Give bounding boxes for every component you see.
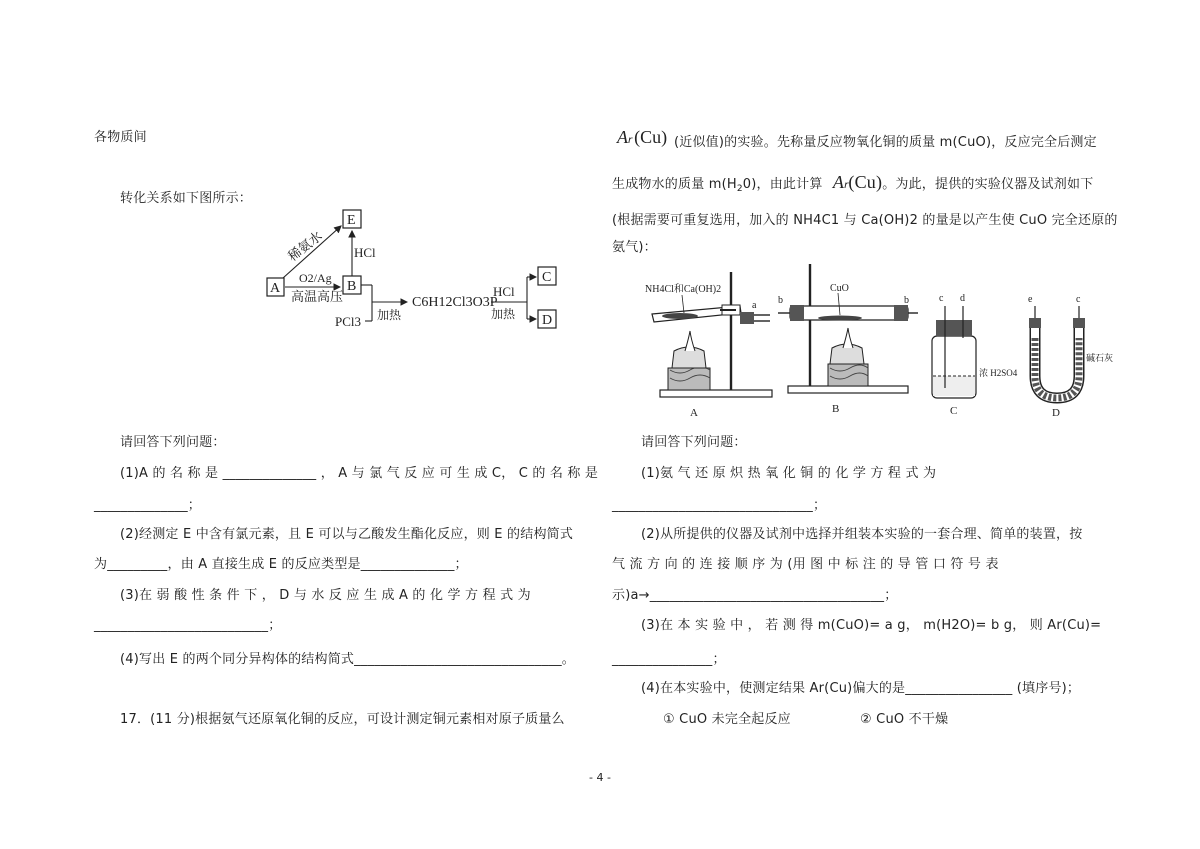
product-formula: C6H12Cl3O3P (412, 295, 498, 310)
heat1-label: 加热 (377, 308, 402, 322)
right-q1-line1: (1)氨 气 还 原 炽 热 氧 化 铜 的 化 学 方 程 式 为 (641, 466, 937, 481)
caption-C: C (950, 405, 958, 417)
hcl-right-label: HCl (493, 284, 515, 299)
option-2: ② CuO 不干燥 (860, 712, 949, 727)
tube-b2-label: b (904, 295, 909, 306)
label-B: B (347, 279, 357, 294)
apparatus-A (645, 272, 772, 419)
right-line4: 氨气)： (612, 240, 657, 255)
label-D: D (542, 313, 553, 328)
right-q2-line3: 示)a→___________________________________； (612, 588, 898, 603)
label-C: C (542, 270, 552, 285)
left-q3-line2: __________________________； (94, 618, 282, 633)
right-q2-line2: 气 流 方 向 的 连 接 顺 序 为 (用 图 中 标 注 的 导 管 口 符 号 表 (612, 557, 999, 572)
tube-c1-label: c (939, 293, 944, 304)
pcl3-label: PCl3 (335, 314, 362, 329)
right-q1-line2: ______________________________； (612, 498, 827, 513)
left-q4: (4)写出 E 的两个同分异构体的结构简式_______________________________。 (120, 652, 575, 667)
hcl-up-label: HCl (354, 245, 376, 260)
tube-c2-label: c (1076, 294, 1081, 305)
apparatus-B (778, 264, 918, 415)
cuo-label: CuO (830, 283, 849, 294)
left-q3-line1: (3)在 弱 酸 性 条 件 下 ， D 与 水 反 应 生 成 A 的 化 学 方 程 式 为 (120, 588, 531, 603)
left-q2-line2: 为_________，由 A 直接生成 E 的反应类型是______________； (94, 557, 468, 572)
left-q2-line1: (2)经测定 E 中含有氯元素，且 E 可以与乙酸发生酯化反应，则 E 的结构简式 (120, 527, 574, 542)
left-prompt: 请回答下列问题： (120, 435, 226, 450)
question-17: 17．(11 分)根据氨气还原氧化铜的反应，可设计测定铜元素相对原子质量么 (120, 712, 565, 727)
reagent-A-label: NH4Cl和Ca(OH)2 (645, 284, 722, 295)
caption-D: D (1052, 407, 1060, 419)
apparatus-figure (640, 258, 1114, 420)
left-q1-line1: (1)A 的 名 称 是 ______________ ， A 与 氯 气 反 应 可 生 成 C， C 的 名 称 是 (120, 466, 599, 481)
right-prompt: 请回答下列问题： (641, 435, 747, 450)
right-line1: (近似值)的实验。先称量反应物氧化铜的质量 m(CuO)，反应完全后测定 (674, 135, 1097, 150)
dilute-ammonia-label: 稀氨水 (285, 228, 325, 265)
right-line3: (根据需要可重复选用，加入的 NH4C1 与 Ca(OH)2 的量是以产生使 CuO 完全还原的 (612, 213, 1118, 228)
right-q4: (4)在本实验中，使测定结果 Ar(Cu)偏大的是________________ (填序号)； (641, 681, 1081, 696)
right-q3-line1: (3)在 本 实 验 中 ， 若 测 得 m(CuO)= a g， m(H2O)= b g， 则 Ar(Cu)= (641, 618, 1102, 633)
page-number: - 4 - (589, 771, 611, 784)
tube-d-label: d (960, 293, 965, 304)
right-line2: 生成物水的质量 $m(H_20)$，由此计算 Ar(Cu)。为此，提供的实验仪器及试剂如下 (612, 172, 1094, 194)
right-q3-line2: _______________； (612, 652, 726, 667)
right-q2-line1: (2)从所提供的仪器及试剂中选择并组装本实验的一套合理、简单的装置，按 (641, 527, 1083, 542)
apparatus-D (1028, 294, 1113, 419)
o2ag-label: O2/Ag (299, 271, 332, 285)
label-E: E (347, 213, 356, 228)
tube-b1-label: b (778, 295, 783, 306)
caption-B: B (832, 403, 840, 415)
conc-h2so4-label: 浓 H2SO4 (979, 368, 1018, 378)
heat2-label: 加热 (491, 307, 516, 321)
reaction-diagram (255, 200, 575, 335)
option-1: ① CuO 未完全起反应 (663, 712, 791, 727)
high-temp-pressure-label: 高温高压 (291, 289, 344, 304)
ar-cu-symbol: Ar (Cu) (617, 127, 668, 147)
tube-a-label: a (752, 300, 757, 311)
left-intro: 转化关系如下图所示： (120, 191, 253, 206)
label-A: A (270, 281, 281, 296)
apparatus-C (932, 293, 1018, 417)
soda-lime-label: 碱石灰 (1086, 353, 1114, 363)
tube-e1-label: e (1028, 294, 1033, 305)
left-header: 各物质间 (94, 130, 147, 145)
left-q1-line2: ______________； (94, 498, 201, 513)
caption-A: A (690, 407, 698, 419)
